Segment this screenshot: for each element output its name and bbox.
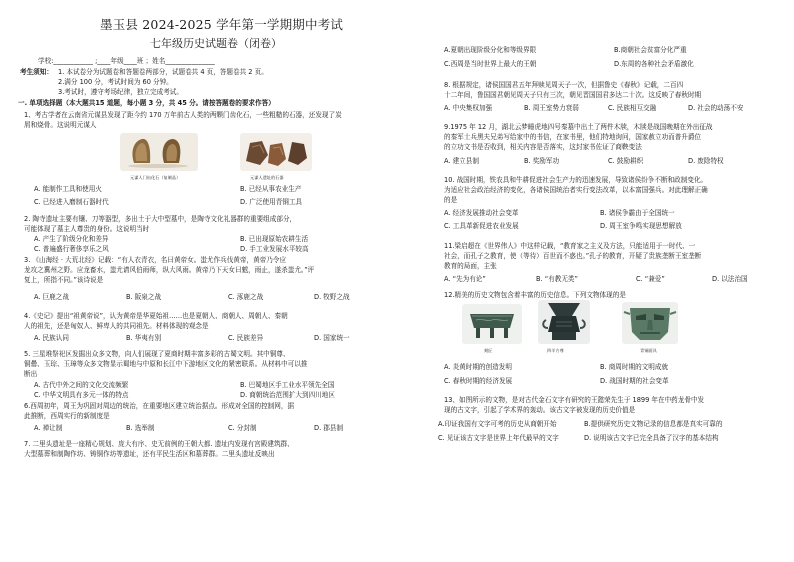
q2-option-d: D. 手工业发展水平较高 — [240, 245, 309, 253]
q5-stem-line2: 铜罍、玉琮、玉璋等众多文物显示蜀地与中原和长江中下游地区文化的紧密联系。从材料中可以推 — [24, 360, 308, 368]
q6-stem-line1: 6.西周初年，周王为巩固对周边的统治，在重要地区建立统治据点。形成对全国的控制网，据 — [24, 402, 295, 410]
q9-stem-line3: 的立功文书是否收到，相关内容是否落实，这封家书佐证了商鞅变法 — [444, 143, 642, 151]
q1-stem-line2: 屑和烧骨。这说明元谋人 — [24, 121, 97, 129]
q4-option-a: A. 民族认同 — [34, 334, 69, 342]
q5-stem-line3: 断出 — [24, 370, 38, 378]
notice-1: 1. 本试卷分为试题卷和答题卷两部分，试题卷共 4 页，答题卷共 2 页。 — [58, 68, 268, 76]
q12-caption-c: 青铜面具 — [640, 348, 657, 353]
q12-option-d: D. 战国时期的社会变革 — [600, 377, 669, 385]
q1-caption-a: 元谋人门齿化石（复制品） — [130, 175, 181, 180]
q9-option-a: A. 建立县制 — [444, 157, 479, 165]
q12-option-a: A. 炎黄时期的创造发明 — [444, 363, 512, 371]
q8-option-a: A. 中央集权加强 — [444, 104, 493, 112]
q4-option-b: B. 华夷有别 — [126, 334, 162, 342]
exam-title: 墨玉县 2024-2025 学年第一学期期中考试 — [100, 17, 344, 32]
student-info-line: 学校:____________ ;____年级____班 ；姓名_______________ — [38, 57, 215, 65]
q1-stem-line1: 1、考古学者在云南省元谋县发现了距今约 170 万年前古人类的两颗门齿化石，一些粗糙的石器，还发现了炭 — [24, 111, 342, 119]
q8-stem-line1: 8. 根据规定，诸侯国国君五年拜赎见周天子一次，但据鲁史《春秋》记载，二百四 — [444, 81, 684, 89]
q5-option-c: C. 中华文明具有多元一体的特点 — [34, 391, 129, 399]
q2-option-a: A. 产生了阶级分化和差异 — [34, 235, 109, 243]
q3-stem-line3: 复上，所指不同。”该诗说是 — [24, 276, 104, 284]
q11-option-d: D. 以法治国 — [712, 275, 748, 283]
q9-option-c: C. 鼓励耕织 — [608, 157, 644, 165]
q2-stem-line2: 可能体现了墓主人尊贵的身份。这说明当时 — [24, 225, 150, 233]
q2-option-c: C. 普遍盛行奢侈享乐之风 — [34, 245, 109, 253]
q5-option-a: A. 古代中外之间的文化交流频繁 — [34, 381, 129, 389]
q7-option-d: D.东周的各种社会矛盾激化 — [614, 60, 694, 68]
q11-stem-line3: 教育的局面，主张 — [444, 262, 497, 270]
q3-stem-line2: 龙攻之冀州之野。应龙畜水，蚩尤请风伯雨师，纵大风雨。黄帝乃下天女曰魃，雨止，遂杀蚩尤。”评 — [24, 266, 315, 274]
q10-option-d: D. 周王室争鸣实现思想解放 — [600, 222, 682, 230]
q6-option-b: B. 选举制 — [126, 424, 155, 432]
q3-option-a: A. 巨鹿之战 — [34, 293, 69, 301]
q12-option-c: C. 春秋时期的经济发展 — [444, 377, 513, 385]
q13-option-c: C. 见证该古文字是世界上年代最早的文字 — [438, 434, 559, 442]
q10-option-a: A. 经济发展推动社会变革 — [444, 209, 519, 217]
q6-option-a: A. 禅让制 — [34, 424, 63, 432]
q13-stem-line2: 现的古文字，引起了学术界的轰动。该古文字被发现的历史价值是 — [444, 406, 636, 414]
q1-caption-b: 元谋人遗址的石器 — [250, 175, 284, 180]
q9-stem-line1: 9.1975 年 12 月，湖北云梦睡虎地四号秦墓中出土了两件木牍，木牍是战国晚期在外出征战 — [444, 123, 713, 131]
exam-subtitle: 七年级历史试题卷（闭卷） — [150, 37, 282, 50]
q10-stem-line1: 10. 战国时期，铁农具和牛耕促进社会生产力的迅速发展，导致诸侯纷争不断和政制变化。 — [444, 176, 708, 184]
q5-option-b: B. 巴蜀地区手工业水平领先全国 — [240, 381, 335, 389]
q4-option-d: D. 国家统一 — [314, 334, 350, 342]
four-ram-square-zun-photo — [538, 300, 590, 344]
yuanmou-stone-tools-photo — [240, 133, 312, 171]
q4-stem-line1: 4.《史记》提出“祖黄帝说”，认为黄帝是华夏始祖……也是夏朝人、商朝人、周朝人、秦朝 — [24, 312, 288, 320]
q6-option-d: D. 郡县制 — [314, 424, 344, 432]
q3-option-b: B. 阪泉之战 — [126, 293, 162, 301]
q7-stem-line1: 7. 二里头遗址是一座精心规划、庞大有序、史无前例的王朝大都. 遗址内发现有宫殿建筑群、 — [24, 440, 294, 448]
bronze-vessel-photo — [462, 304, 522, 344]
section-1-heading: 一. 单项选择题（本大题共15 道题，每小题 3 分，共 45 分。请按答题卷的要求作答） — [18, 99, 275, 107]
q9-option-b: B. 奖励军功 — [524, 157, 560, 165]
q1-option-b: B. 已经从事农业生产 — [240, 185, 302, 193]
q3-option-d: D. 牧野之战 — [314, 293, 350, 301]
q3-option-c: C. 涿鹿之战 — [228, 293, 264, 301]
notice-label: 考生须知： — [20, 68, 53, 76]
q13-stem-line1: 13、如图所示的文物，是对古代金石文字有研究的王懿荣先生于 1899 年在中药龙骨中发 — [444, 396, 705, 404]
q7-stem-line2: 大型墓葬和制陶作坊、铸铜作坊等遗址，还有平民生活区和墓葬群。二里头遗址反映出 — [24, 450, 275, 458]
yuanmou-teeth-photo — [120, 133, 198, 171]
q11-option-c: C. “兼爱” — [636, 275, 665, 283]
q9-option-d: D. 废除特权 — [688, 157, 724, 165]
q2-option-b: B. 已出现原始农耕生活 — [240, 235, 309, 243]
q8-option-c: C. 民族相互交融 — [608, 104, 657, 112]
q8-option-d: D. 社会的动荡不安 — [688, 104, 744, 112]
notice-3: 3.考试时，遵守考场纪律，独立完成考试。 — [58, 88, 183, 96]
q11-option-a: A. “先为有论” — [444, 275, 486, 283]
q9-stem-line2: 的秦军士兵黑夫兄弟写给家中的书信，在家书里，他们特地询问，国家赦立功而普升爵位 — [444, 133, 702, 141]
q3-stem-line1: 3. 《山海经 · 大荒北经》记载：“有人衣青衣，名曰黄帝女。蚩尤作兵伐黄帝，黄帝乃令应 — [24, 256, 287, 264]
q10-option-c: C. 工具革新促进农业发展 — [444, 222, 519, 230]
q4-option-c: C. 民族差异 — [228, 334, 264, 342]
q5-option-d: D. 商朝统治范围扩大到四川地区 — [240, 391, 335, 399]
q11-option-b: B. “有教无类” — [536, 275, 578, 283]
q1-option-d: D. 广泛使用青铜工具 — [240, 198, 303, 206]
q13-option-b: B.提供研究历史文物记录的信息都是真实可靠的 — [584, 420, 723, 428]
q12-caption-b: 四羊方尊 — [547, 348, 564, 353]
q13-option-a: A.印证我国有文字可考的历史从商朝开始 — [438, 420, 557, 428]
q10-stem-line3: 的是 — [444, 196, 458, 204]
bronze-mask-photo — [622, 302, 678, 344]
q11-stem-line2: 社会，而孔子之教育，使（等待）百世而不惑也。”孔子的教育，开疑了贵族垄断王室垄断 — [444, 252, 702, 260]
q8-stem-line2: 十二年间，鲁国国君朝见周天子只有三次，朝见晋国国君多达二十次。这反映了春秋时期 — [444, 91, 702, 99]
q10-option-b: B. 诸侯争霸由于全国统一 — [600, 209, 675, 217]
q12-stem: 12.精美的历史文物包含着丰富的历史信息。下列文物体现的是 — [444, 291, 626, 299]
q7-option-b: B.商朝社会贫富分化严重 — [614, 46, 687, 54]
q5-stem-line1: 5. 三星堆祭祀区发掘出众多文物，向人们展现了夏商时期丰富多彩的古蜀文明。其中铜尊、 — [24, 350, 290, 358]
q1-option-a: A. 能制作工具和使用火 — [34, 185, 102, 193]
q6-option-c: C. 分封制 — [228, 424, 257, 432]
q12-option-b: B. 商周时期的文明成就 — [600, 363, 669, 371]
q2-stem-line1: 2. 陶寺遗址主要有镶、刀等器型，多出土于大中型墓中，是陶寺文化礼器群的重要组成部分， — [24, 215, 297, 223]
q12-caption-a: 刻匠 — [484, 348, 493, 353]
q7-option-a: A.夏朝出现阶级分化和等级界限 — [444, 46, 537, 54]
q13-option-d: D. 说明该古文字已完全具备了汉字的基本结构 — [584, 434, 719, 442]
q7-option-c: C.西周是当时世界上最大的王朝 — [444, 60, 537, 68]
q4-stem-line2: 人的祖先，还是匈奴人、鲜卑人的共同祖先。材料体现的观念是 — [24, 322, 209, 330]
q6-stem-line2: 此推断，西周实行的新制度是 — [24, 412, 110, 420]
q10-stem-line2: 为适应社会政治经济的变化，各诸侯国统治者实行变法改革，以本富国强兵。对此理解正确 — [444, 186, 708, 194]
q11-stem-line1: 11.梁启超在《世界伟人》中这样记载，“教育家之主义及方法，只能适用于一时代、一 — [444, 242, 696, 250]
notice-2: 2.满分 100 分，考试时间为 60 分钟。 — [58, 78, 173, 86]
q1-option-c: C. 已经进入磨制石器时代 — [34, 198, 109, 206]
q8-option-b: B. 周王室势力衰弱 — [524, 104, 579, 112]
